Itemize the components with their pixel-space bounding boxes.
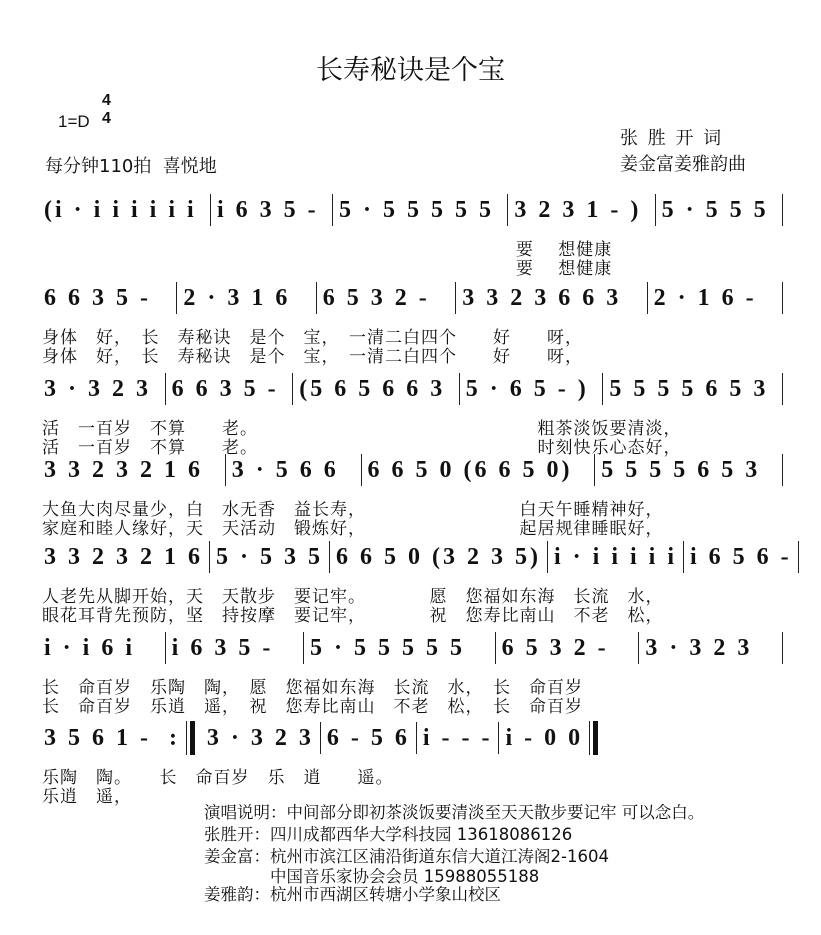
measure: 3 5 6 1 - : [44,724,180,751]
measure: 6 5 3 2 - [322,284,430,311]
barline [782,194,783,226]
measure: 3 3 2 3 2 1 6 [44,456,203,483]
measure: 5 5 5 5 6 5 3 [601,456,761,483]
lyric-verse-2: 乐逍 遥， [42,787,132,807]
song-title: 长寿秘诀是个宝 [316,55,505,86]
measure: 6 6 3 5 - [171,375,279,402]
measure: 2 · 1 6 - [653,284,757,311]
measure: 6 5 3 2 - [501,634,609,661]
contact-line: 姜雅韵：杭州市西湖区转塘小学象山校区 [204,885,501,904]
lyric-verse-1: 活 一百岁 不算 老。 粗茶淡饭要清淡， [42,419,682,439]
barline [798,541,799,573]
composer-credit: 姜金富姜雅韵曲 [620,154,746,175]
notation-line [38,193,783,227]
barline [782,282,783,314]
lyric-verse-1: 乐陶 陶。 长 命百岁 乐 逍 遥。 [42,768,394,788]
measure: 5 · 5 5 5 [661,196,769,223]
lyric-verse-2: 家庭和睦人缘好，天 天活动 锻炼好， 起居规律睡眠好， [42,519,664,539]
measure: 6 6 3 5 - [44,284,151,311]
measure: i 6 3 5 - [171,634,274,661]
measure: 3 · 3 2 3 [44,375,152,402]
lyric-verse-2: 活 一百岁 不算 老。 时刻快乐心态好， [42,438,682,458]
notation-line [38,721,598,755]
lyric-verse-1: 要 想健康 [42,240,613,260]
measure: i · i 6 i [44,634,136,661]
key-signature: 1=D [58,112,90,131]
measure: (5 6 5 6 6 3 [299,375,446,402]
lyric-verse-2: 要 想健康 [42,259,613,279]
final-barline [589,721,598,755]
measure: 3 3 2 3 6 6 3 [462,284,622,311]
measure: (i · i i i i i i [44,196,197,223]
lyric-verse-1: 人老先从脚开始，天 天散步 要记牢。 愿 您福如东海 长流 水， [42,587,664,607]
measure: 3 · 3 2 3 [206,724,314,751]
lyric-verse-2: 眼花耳背先预防，坚 持按摩 要记牢， 祝 您寿比南山 不老 松， [42,606,664,626]
measure: 5 · 5 5 5 5 5 [310,634,466,661]
measure: i - 0 0 [505,724,584,751]
repeat-barline [186,721,195,755]
measure: 6 - 5 6 [326,724,410,751]
notation-line [38,453,783,487]
time-sig-bottom: 4 [102,110,111,127]
lyric-verse-2: 长 命百岁 乐逍 遥， 祝 您寿比南山 不老 松， 长 命百岁 [42,697,583,717]
time-signature [102,92,111,128]
time-sig-top: 4 [102,92,111,109]
measure: 6 6 5 0 (6 6 5 0) [367,456,573,483]
measure: 5 · 5 5 5 5 5 [339,196,495,223]
measure: i 6 5 6 - [690,543,792,570]
measure: i 6 3 5 - [217,196,319,223]
barline [782,373,783,405]
contact-line: 中国音乐家协会会员 15988055188 [204,867,540,886]
barline [782,632,783,664]
lyricist-credit: 张 胜 开 词 [620,128,724,149]
measure: 5 5 5 5 6 5 3 [609,375,769,402]
performance-note: 演唱说明：中间部分即初茶淡饭要清淡至天天散步要记牢 可以念白。 [204,803,705,822]
barline [782,454,783,486]
tempo-marking: 每分钟110拍 喜悦地 [45,156,217,177]
contact-line: 张胜开：四川成都西华大学科技园 13618086126 [204,825,573,844]
measure: 3 3 2 3 2 1 6 [44,543,203,570]
measure: 3 2 3 1 - ) [514,196,642,223]
measure: 5 · 5 3 5 [216,543,324,570]
notation-line [38,540,792,574]
contact-line: 姜金富：杭州市滨江区浦沿街道东信大道江涛阁2-1604 [204,847,609,866]
measure: 5 · 6 5 - ) [465,375,589,402]
notation-line [38,281,783,315]
measure: 3 · 5 6 6 [231,456,339,483]
notation-line [38,372,783,406]
measure: 2 · 3 1 6 [183,284,291,311]
lyric-verse-1: 长 命百岁 乐陶 陶， 愿 您福如东海 长流 水， 长 命百岁 [42,678,583,698]
measure: 3 · 3 2 3 [645,634,753,661]
measure: 6 6 5 0 (3 2 3 5) [336,543,541,570]
notation-line [38,631,783,665]
lyric-verse-2: 身体 好， 长 寿秘诀 是个 宝， 一清二白四个 好 呀， [42,347,583,367]
lyric-verse-1: 身体 好， 长 寿秘诀 是个 宝， 一清二白四个 好 呀， [42,328,583,348]
measure: i - - - [422,724,493,751]
lyric-verse-1: 大鱼大肉尽量少，白 水无香 益长寿， 白天午睡精神好， [42,500,664,520]
measure: i · i i i i i [554,543,678,570]
